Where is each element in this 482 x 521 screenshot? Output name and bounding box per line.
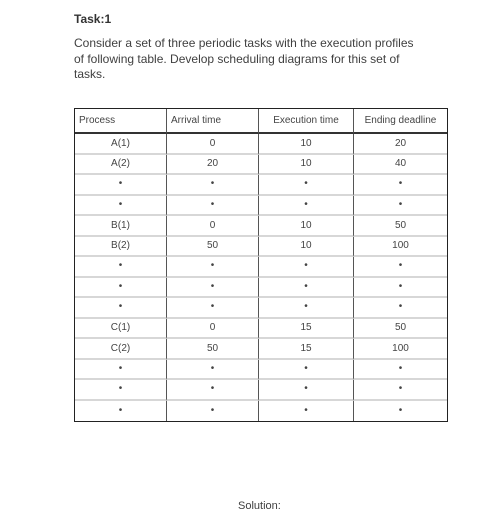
table-row	[75, 134, 447, 155]
cell-bullet: •	[354, 175, 447, 196]
table-row	[75, 196, 447, 217]
cell-bullet: •	[75, 380, 167, 401]
header-arrival-time: Arrival time	[167, 109, 259, 134]
cell-ending-deadline: 50	[354, 319, 447, 340]
cell-arrival-time: 50	[167, 339, 259, 360]
cell-bullet: •	[75, 298, 167, 319]
cell-arrival-time: 50	[167, 237, 259, 258]
cell-execution-time: 15	[259, 319, 354, 340]
cell-bullet: •	[75, 401, 167, 422]
cell-bullet: •	[354, 360, 447, 381]
task-description-line-2: of following table. Develop scheduling diagrams for this set of	[74, 51, 400, 66]
cell-bullet: •	[167, 196, 259, 217]
cell-arrival-time: 0	[167, 319, 259, 340]
cell-execution-time: 10	[259, 134, 354, 155]
cell-bullet: •	[75, 196, 167, 217]
cell-ending-deadline: 100	[354, 339, 447, 360]
cell-bullet: •	[75, 278, 167, 299]
cell-bullet: •	[167, 298, 259, 319]
table-header-row	[75, 109, 447, 134]
cell-arrival-time: 20	[167, 155, 259, 176]
cell-bullet: •	[259, 380, 354, 401]
table-row	[75, 237, 447, 258]
table-row	[75, 380, 447, 401]
cell-bullet: •	[75, 257, 167, 278]
cell-bullet: •	[167, 360, 259, 381]
cell-bullet: •	[259, 298, 354, 319]
cell-process: C(2)	[75, 339, 167, 360]
cell-bullet: •	[354, 278, 447, 299]
table-row	[75, 175, 447, 196]
header-ending-deadline: Ending deadline	[354, 109, 447, 134]
cell-ending-deadline: 20	[354, 134, 447, 155]
cell-ending-deadline: 100	[354, 237, 447, 258]
cell-ending-deadline: 40	[354, 155, 447, 176]
header-execution-time: Execution time	[259, 109, 354, 134]
task-description-line-1: Consider a set of three periodic tasks with the execution profiles	[74, 36, 414, 50]
table-row	[75, 298, 447, 319]
cell-process: A(2)	[75, 155, 167, 176]
task-title: Task:1	[74, 12, 112, 26]
table-row	[75, 155, 447, 176]
cell-process: B(2)	[75, 237, 167, 258]
table-row	[75, 216, 447, 237]
cell-bullet: •	[167, 257, 259, 278]
cell-bullet: •	[167, 380, 259, 401]
table-row	[75, 278, 447, 299]
cell-bullet: •	[259, 175, 354, 196]
cell-ending-deadline: 50	[354, 216, 447, 237]
cell-bullet: •	[398, 404, 403, 416]
cell-process: B(1)	[75, 216, 167, 237]
cell-execution-time: 10	[259, 237, 354, 258]
cell-bullet: •	[354, 257, 447, 278]
cell-bullet: •	[259, 257, 354, 278]
cell-process: C(1)	[75, 319, 167, 340]
table-row	[75, 339, 447, 360]
cell-process: A(1)	[75, 134, 167, 155]
cell-arrival-time: 0	[167, 134, 259, 155]
cell-bullet: •	[167, 278, 259, 299]
task-description	[74, 36, 454, 83]
solution-label: Solution:	[238, 500, 281, 512]
table-row	[75, 360, 447, 381]
cell-arrival-time: 0	[167, 216, 259, 237]
cell-execution-time: 10	[259, 155, 354, 176]
cell-execution-time: 10	[259, 216, 354, 237]
cell-execution-time: 15	[259, 339, 354, 360]
cell-bullet: •	[259, 401, 354, 422]
header-process: Process	[75, 109, 167, 134]
cell-bullet: •	[354, 298, 447, 319]
table-row	[75, 257, 447, 278]
execution-profile-table	[74, 108, 448, 422]
cell-bullet: •	[167, 401, 259, 422]
cell-bullet: •	[75, 175, 167, 196]
cell-bullet: •	[75, 360, 167, 381]
cell-bullet: •	[167, 175, 259, 196]
table-row	[75, 319, 447, 340]
cell-bullet: •	[259, 360, 354, 381]
task-description-line-3: tasks.	[74, 67, 106, 81]
cell-bullet: •	[259, 278, 354, 299]
cell-bullet: •	[259, 196, 354, 217]
cell-bullet: •	[354, 380, 447, 401]
table-row	[75, 401, 447, 422]
cell-bullet: •	[354, 196, 447, 217]
